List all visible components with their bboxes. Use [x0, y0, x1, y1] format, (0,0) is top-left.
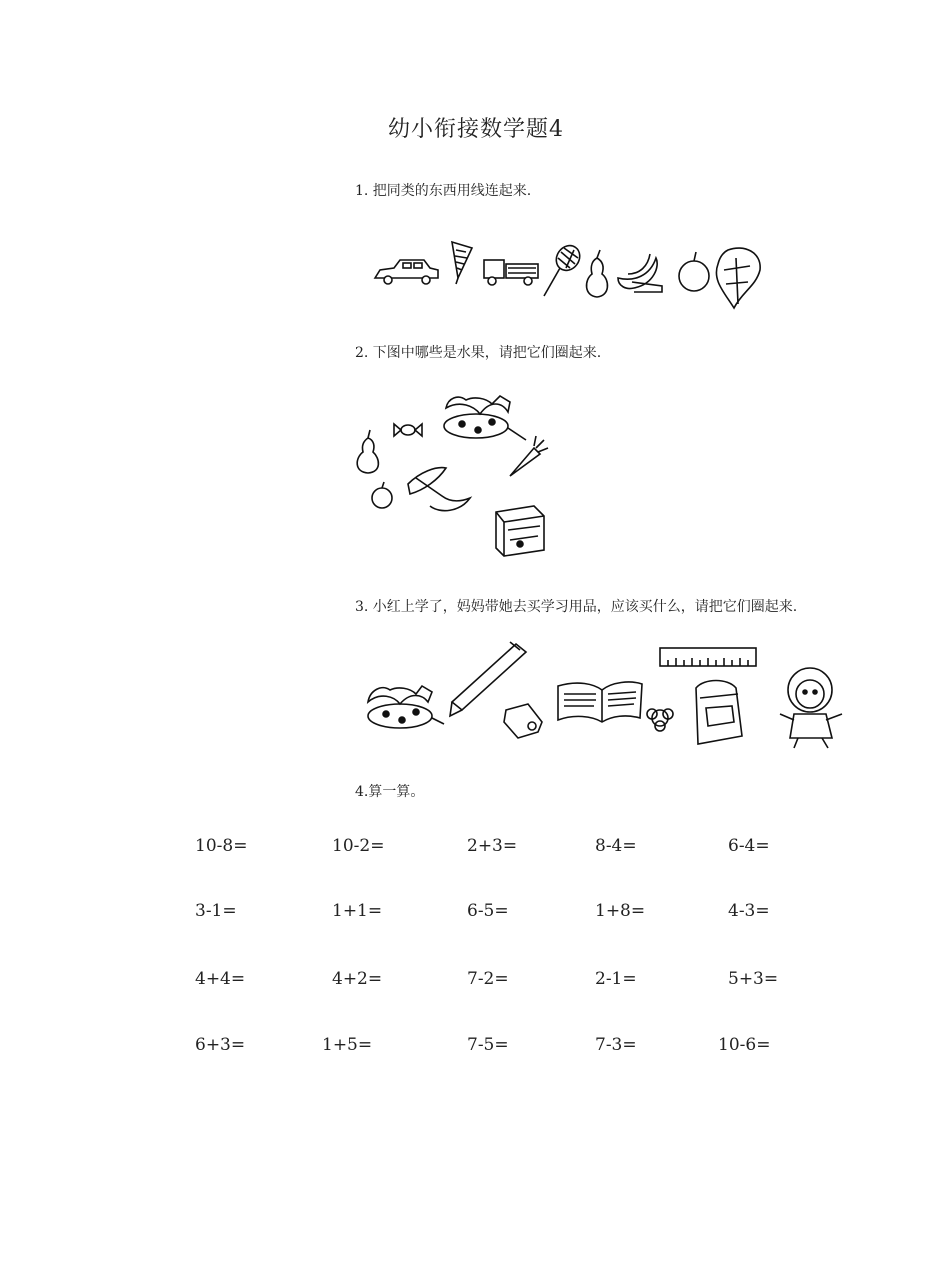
harp-icon: [452, 242, 472, 284]
equation: 6-4=: [728, 836, 770, 856]
q1-illustration: [372, 240, 772, 312]
cat-icon: [444, 396, 526, 440]
sharpener-icon: [504, 704, 542, 738]
pear-icon: [357, 430, 378, 473]
equation: 2-1=: [595, 969, 637, 989]
apple-icon: [372, 482, 392, 508]
racket-icon: [544, 241, 584, 296]
equation: 1+1=: [332, 901, 383, 921]
equation: 8-4=: [595, 836, 637, 856]
ruler-icon: [660, 648, 756, 666]
apple-icon: [679, 252, 709, 291]
book-icon: [558, 682, 642, 722]
car-icon: [375, 260, 438, 284]
equation: 6-5=: [467, 901, 509, 921]
flower-icon: [647, 709, 673, 731]
equation: 10-2=: [332, 836, 385, 856]
page-title: 幼小衔接数学题4: [388, 117, 564, 142]
q3-illustration: [358, 638, 863, 758]
pencil-icon: [450, 642, 526, 716]
equation: 1+5=: [322, 1035, 373, 1055]
equation: 6+3=: [195, 1035, 246, 1055]
pencil-box-icon: [496, 506, 544, 556]
equation: 1+8=: [595, 901, 646, 921]
question-2: 2. 下图中哪些是水果，请把它们圈起来.: [355, 345, 602, 361]
banana-icon: [618, 254, 662, 292]
cat-icon: [368, 686, 444, 728]
question-1: 1. 把同类的东西用线连起来.: [355, 183, 532, 199]
equation: 4+4=: [195, 969, 246, 989]
schoolbag-icon: [696, 681, 742, 745]
candy-icon: [394, 424, 422, 436]
banana-icon: [408, 468, 470, 511]
equation: 10-6=: [718, 1035, 771, 1055]
equation: 4+2=: [332, 969, 383, 989]
pear-icon: [587, 250, 608, 297]
truck-icon: [484, 260, 538, 285]
equation: 7-3=: [595, 1035, 637, 1055]
equation: 4-3=: [728, 901, 770, 921]
leafy-vegetable-icon: [716, 248, 760, 308]
equation: 3-1=: [195, 901, 237, 921]
equation: 7-2=: [467, 969, 509, 989]
equation: 2+3=: [467, 836, 518, 856]
q2-illustration: [350, 390, 560, 562]
question-4: 4.算一算。: [355, 784, 425, 800]
carrot-icon: [510, 436, 548, 476]
equation: 7-5=: [467, 1035, 509, 1055]
equation: 5+3=: [728, 969, 779, 989]
equation: 10-8=: [195, 836, 248, 856]
doll-icon: [780, 668, 842, 748]
question-3: 3. 小红上学了，妈妈带她去买学习用品，应该买什么，请把它们圈起来.: [355, 599, 798, 615]
